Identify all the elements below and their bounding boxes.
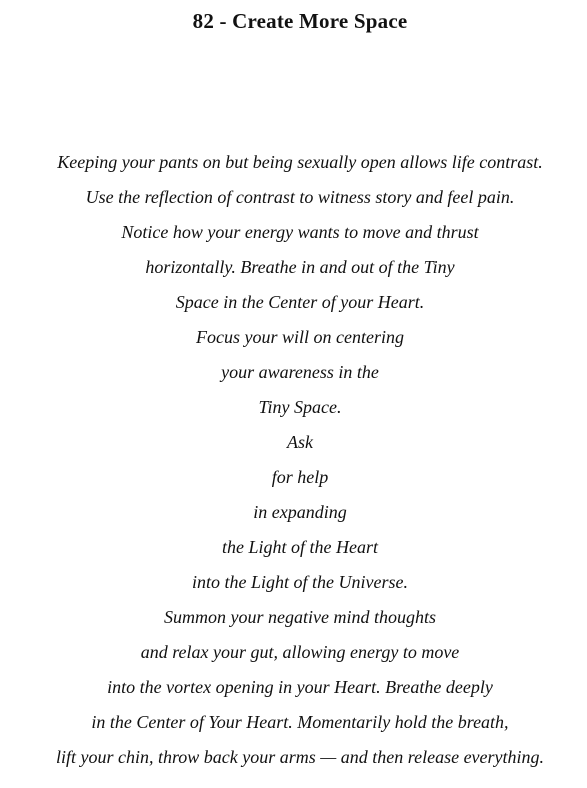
poem-line: Space in the Center of your Heart. <box>175 292 425 312</box>
poem-line: in the Center of Your Heart. Momentarily hold the breath, <box>91 712 509 732</box>
poem-line: into the vortex opening in your Heart. Breathe deeply <box>107 677 493 697</box>
poem-line: horizontally. Breathe in and out of the Tiny <box>145 257 455 277</box>
poem-line: and relax your gut, allowing energy to move <box>140 642 460 662</box>
poem-body <box>0 148 587 778</box>
poem-line: your awareness in the <box>221 362 379 382</box>
poem-line: Keeping your pants on but being sexually open allows life contrast. <box>57 152 543 172</box>
poem-line: Use the reflection of contrast to witness story and feel pain. <box>85 187 515 207</box>
poem-line: Summon your negative mind thoughts <box>164 607 436 627</box>
poem-line: Tiny Space. <box>258 397 342 417</box>
page-title: 82 - Create More Space <box>192 9 408 33</box>
poem-line: Notice how your energy wants to move and thrust <box>121 222 479 242</box>
poem-line: Focus your will on centering <box>196 327 404 347</box>
poem-line: into the Light of the Universe. <box>192 572 408 592</box>
poem-line: the Light of the Heart <box>222 537 378 557</box>
poem-line: Ask <box>287 432 313 452</box>
poem-line: in expanding <box>253 502 347 522</box>
poem-line: for help <box>271 467 329 487</box>
poem-line: lift your chin, throw back your arms — and then release everything. <box>55 747 545 767</box>
